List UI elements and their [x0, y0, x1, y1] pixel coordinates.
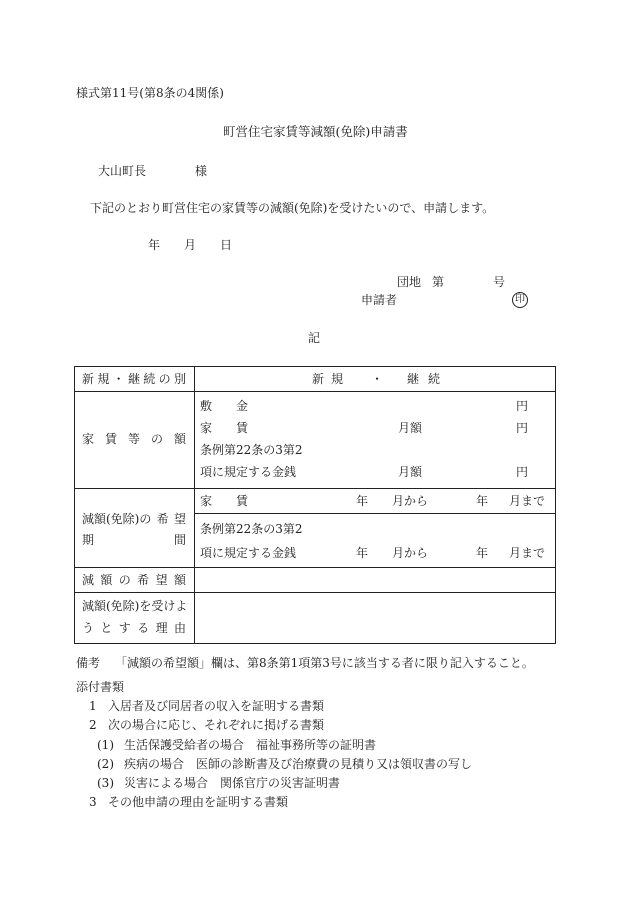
seal-mark: 印: [512, 292, 528, 308]
period-rent-end-month: 月まで: [509, 494, 546, 508]
ordinance-yen: 円: [516, 465, 529, 479]
dai-label: 第: [432, 275, 445, 289]
go-label: 号: [493, 275, 506, 289]
row-period-label-line1: 減額(免除)の 希 望: [82, 512, 186, 526]
continue-value-zoku: 続: [428, 372, 441, 386]
period-ordinance-line2: 項に規定する金銭: [200, 546, 297, 560]
column-divider: [194, 366, 195, 644]
row-subdivider: [194, 513, 556, 514]
row-divider: [74, 391, 556, 392]
period-ordinance-start-year: 年: [356, 546, 369, 560]
row-rent-amount-label: 家 賃 等 の 額: [82, 432, 186, 446]
rent-label: 家 賃: [200, 421, 249, 435]
remarks-text: 「減額の希望額」欄は、第8条第1項第3号に該当する者に限り記入すること。: [115, 656, 534, 670]
attachment-num: 1: [89, 699, 97, 713]
deposit-label: 敷 金: [200, 399, 249, 413]
rent-monthly-label: 月額: [398, 421, 423, 435]
period-rent-label: 家 賃: [200, 494, 249, 508]
addressee-honorific: 様: [195, 164, 208, 178]
attachment-subtext: 生活保護受給者の場合 福祉事務所等の証明書: [124, 738, 377, 752]
row-reason-label-line1: 減額(免除)を受け よ: [82, 599, 188, 613]
row-divider: [74, 488, 556, 489]
new-value-shin: 新: [312, 372, 325, 386]
row-divider: [74, 567, 556, 568]
period-ordinance-line1: 条例第22条の3第2: [200, 522, 303, 536]
attachment-num: 2: [89, 718, 97, 732]
danchi-label: 団地: [397, 275, 422, 289]
attachment-subnum: (1): [97, 738, 114, 752]
continue-value-kei: 継: [407, 372, 420, 386]
period-ordinance-end-year: 年: [476, 546, 489, 560]
attachment-text: 次の場合に応じ、それぞれに掲げる書類: [108, 718, 325, 732]
row-reason-label-line2: う と す る 理 由: [82, 621, 186, 635]
period-rent-start-year: 年: [356, 494, 369, 508]
addressee-name: 大山町長: [98, 164, 147, 178]
attachment-subtext: 疾病の場合 医師の診断書及び治療費の見積り又は領収書の写し: [124, 757, 473, 771]
attachment-subnum: (3): [97, 776, 114, 790]
attachment-num: 3: [89, 795, 97, 809]
new-value-ki: 規: [331, 372, 344, 386]
row-divider: [74, 592, 556, 593]
intro-text: 下記のとおり町営住宅の家賃等の減額(免除)を受けたいので、申請します。: [90, 201, 495, 215]
form-number: 様式第11号(第8条の4関係): [76, 86, 224, 100]
deposit-yen: 円: [516, 399, 529, 413]
row-new-continue-label: 新 規 ・ 継 続 の 別: [82, 372, 186, 386]
attachments-heading: 添付書類: [76, 680, 125, 694]
period-rent-start-month: 月から: [392, 494, 429, 508]
period-ordinance-start-month: 月から: [392, 546, 429, 560]
attachment-text: その他申請の理由を証明する書類: [108, 795, 289, 809]
date-year: 年: [148, 238, 161, 252]
attachment-text: 入居者及び同居者の収入を証明する書類: [108, 699, 325, 713]
period-ordinance-end-month: 月まで: [509, 546, 546, 560]
ki-label: 記: [308, 331, 321, 345]
date-month: 月: [184, 238, 197, 252]
rent-yen: 円: [516, 421, 529, 435]
ordinance-monthly-label: 月額: [398, 465, 423, 479]
attachment-subnum: (2): [97, 757, 114, 771]
new-value-dot: ・: [371, 372, 384, 386]
row-period-label-line2: 期 間: [82, 533, 186, 547]
row-desired-amount-label: 減 額 の 希 望 額: [82, 573, 186, 587]
period-rent-end-year: 年: [476, 494, 489, 508]
document-title: 町営住宅家賃等減額(免除)申請書: [223, 124, 408, 139]
ordinance-line2: 項に規定する金銭: [200, 465, 297, 479]
ordinance-line1: 条例第22条の3第2: [200, 443, 303, 457]
attachment-subtext: 災害による場合 関係官庁の災害証明書: [124, 776, 341, 790]
remarks-label: 備考: [76, 656, 101, 670]
date-day: 日: [220, 238, 233, 252]
applicant-label: 申請者: [361, 293, 398, 307]
